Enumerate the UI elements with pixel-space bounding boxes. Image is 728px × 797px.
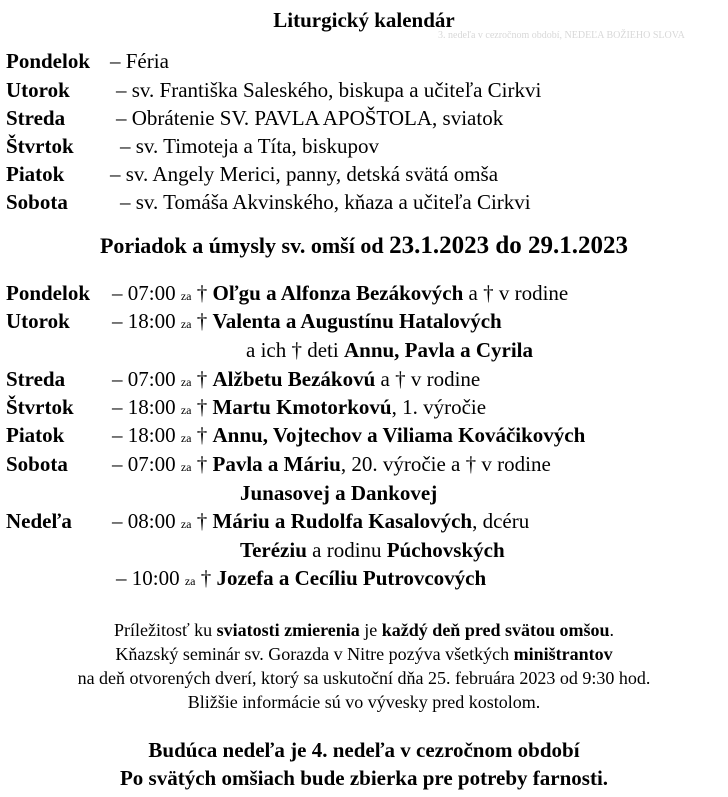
notice-text: Príležitosť ku <box>113 620 217 640</box>
notice-text: je <box>359 620 382 640</box>
cross-icon: † <box>196 281 208 305</box>
mass-time: 07:00 <box>127 281 176 305</box>
footer-line: Budúca nedeľa je 4. nedeľa v cezročnom období <box>148 738 580 762</box>
mass-text <box>112 452 551 479</box>
heading-prefix: Poriadok a úmysly sv. omší od <box>99 233 390 258</box>
mass-text <box>112 309 502 336</box>
footer-line: Po svätých omšiach bude zbierka pre potreby farnosti. <box>119 766 609 790</box>
intention-rest: a † v rodine <box>375 367 481 391</box>
mass-time: 10:00 <box>131 566 180 590</box>
za-label: za <box>180 317 192 331</box>
day-label: Štvrtok <box>6 134 74 158</box>
za-label: za <box>180 431 192 445</box>
za-label: za <box>180 517 192 531</box>
mass-text <box>240 481 437 505</box>
notice-line: Bližšie informácie sú vo vývesky pred kostolom. <box>187 692 541 712</box>
dash: – <box>112 309 123 333</box>
mass-time: 08:00 <box>127 509 176 533</box>
intention-name: Oľgu a Alfonza Bezákových <box>212 281 464 305</box>
mass-text <box>112 395 486 422</box>
intention-rest: a † v rodine <box>463 281 569 305</box>
intention-rest: a rodinu <box>306 538 387 562</box>
notice-line: na deň otvorených dverí, ktorý sa uskutoční dňa 25. februára 2023 od 9:30 hod. <box>77 668 651 688</box>
day-label: Streda <box>6 106 66 130</box>
notice-emphasis: miništrantov <box>513 644 613 664</box>
page-title: Liturgický kalendár <box>273 8 455 32</box>
cross-icon: † <box>196 509 208 533</box>
mass-text <box>112 367 480 394</box>
heading-date-range: 23.1.2023 do 29.1.2023 <box>389 232 628 259</box>
mass-text <box>112 509 529 536</box>
mass-time: 18:00 <box>127 423 176 447</box>
intention-name: Valenta a Augustínu Hatalových <box>212 309 502 333</box>
day-label: Piatok <box>6 423 65 447</box>
intention-name: Púchovských <box>386 538 505 562</box>
intention-name: Annu, Pavla a Cyrila <box>343 338 533 362</box>
day-label: Štvrtok <box>6 395 74 419</box>
dash: – <box>112 367 123 391</box>
notice-text: Kňazský seminár sv. Gorazda v Nitre pozýva všetkých <box>115 644 514 664</box>
dash: – <box>112 395 123 419</box>
intention-rest: a ich † deti <box>246 338 344 362</box>
intention-name: Jozefa a Cecíliu Putrovcových <box>216 566 487 590</box>
day-label: Sobota <box>6 190 68 214</box>
dash: – <box>116 566 127 590</box>
calendar-text: – sv. Františka Saleského, biskupa a učiteľa Cirkvi <box>116 78 542 102</box>
intention-name: Annu, Vojtechov a Viliama <box>212 423 459 447</box>
day-label: Utorok <box>6 78 70 102</box>
cross-icon: † <box>196 452 208 476</box>
day-label: Nedeľa <box>6 509 72 533</box>
faint-header-text: 3. nedeľa v cezročnom období, NEDEĽA BOŽIEHO SLOVA <box>438 30 685 41</box>
notice-emphasis: každý deň pred svätou omšou <box>381 620 610 640</box>
za-label: za <box>180 460 192 474</box>
calendar-text: – Obrátenie SV. PAVLA APOŠTOLA, sviatok <box>116 106 504 130</box>
cross-icon: † <box>200 566 212 590</box>
intention-rest: , dcéru <box>472 509 530 533</box>
calendar-text: – sv. Timoteja a Títa, biskupov <box>120 134 380 158</box>
notice-text: . <box>609 620 615 640</box>
mass-text <box>112 423 585 450</box>
dash: – <box>112 281 123 305</box>
intention-rest: , 1. výročie <box>391 395 487 419</box>
calendar-text: – sv. Angely Merici, panny, detská svätá omša <box>110 162 499 186</box>
calendar-text: – sv. Tomáša Akvinského, kňaza a učiteľa Cirkvi <box>120 190 531 214</box>
mass-text <box>246 338 533 362</box>
notice-line <box>0 620 728 641</box>
notice-emphasis: sviatosti zmierenia <box>216 620 360 640</box>
cross-icon: † <box>196 367 208 391</box>
intention-name: Kováčikových <box>458 423 586 447</box>
za-label: za <box>184 574 196 588</box>
za-label: za <box>180 375 192 389</box>
mass-text <box>116 566 486 593</box>
notice-line <box>0 644 728 665</box>
mass-text <box>240 538 505 562</box>
day-label: Pondelok <box>6 49 91 73</box>
cross-icon: † <box>196 395 208 419</box>
dash: – <box>112 423 123 447</box>
cross-icon: † <box>196 309 208 333</box>
dash: – <box>112 452 123 476</box>
intention-name: Alžbetu Bezákovú <box>212 367 376 391</box>
day-label: Utorok <box>6 309 70 333</box>
day-label: Sobota <box>6 452 68 476</box>
dash: – <box>112 509 123 533</box>
intention-rest: , 20. výročie a † v rodine <box>340 452 551 476</box>
mass-text <box>112 281 568 308</box>
za-label: za <box>180 289 192 303</box>
day-label: Pondelok <box>6 281 91 305</box>
mass-time: 07:00 <box>127 367 176 391</box>
day-label: Streda <box>6 367 66 391</box>
za-label: za <box>180 403 192 417</box>
mass-time: 07:00 <box>127 452 176 476</box>
day-label: Piatok <box>6 162 65 186</box>
intention-name: Máriu a Rudolfa Kasalových <box>212 509 473 533</box>
mass-time: 18:00 <box>127 309 176 333</box>
calendar-text: – Féria <box>110 49 169 73</box>
mass-time: 18:00 <box>127 395 176 419</box>
intention-name: Teréziu <box>240 538 307 562</box>
intention-name: Junasovej a Dankovej <box>240 481 438 505</box>
cross-icon: † <box>196 423 208 447</box>
intention-name: Pavla a Máriu <box>212 452 341 476</box>
mass-schedule-heading <box>0 232 728 260</box>
intention-name: Martu Kmotorkovú <box>212 395 392 419</box>
